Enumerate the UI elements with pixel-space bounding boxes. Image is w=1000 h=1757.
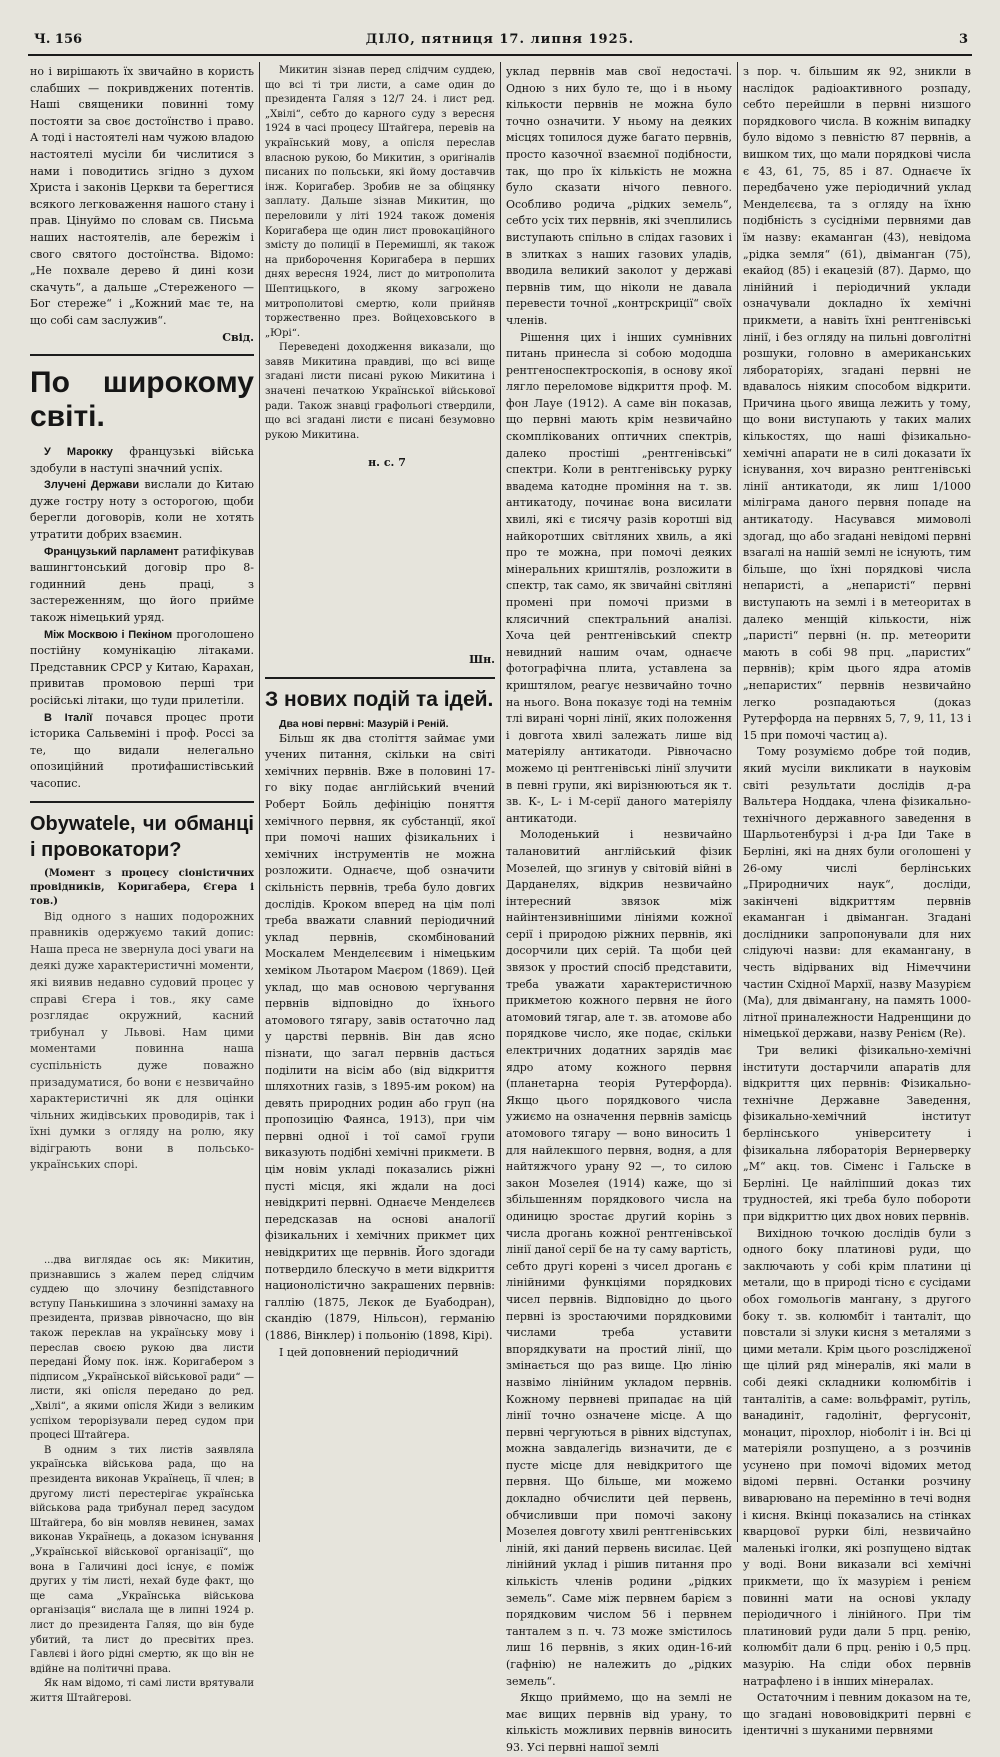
news-item [30, 544, 254, 627]
section-heading: По широкому світі. [30, 366, 254, 434]
article-text: І цей доповнений періодичний [279, 1345, 459, 1359]
article-text: уклад первнів мав свої недостачі. Одною з них було те, що і в ньому кількости первнів не можна було точно означити. У ньому на деяких місцях топилося дуже багато первнів, просто казочної взаємної подібности, так, що про їх кількість не можна було сказати нічого певного. Особливо родича „рідких земель“, себто усіх тих первнів, які зчеплились виступають спільно в слідах газових і в злитках з наших газових уладів, вводила великий заколот у державі первнів тим, що ніколи не давала перевести точної „контрскриції“ своїх членів. [506, 65, 732, 327]
article-text: Якщо приймемо, що на землі не має вищих первнів від урану, то кількість можливих первнів виносить 93. Усі первні нашої землі [506, 1691, 732, 1754]
article-text: Тому розуміємо добре той подив, який мусіли викликати в науковім світі результати дослідів д-ра Вальтера Ноддака, члена фізикально-технічного державного заведення в Шарльотенбурзі і д-ра Іди Таке в Берліні, які на днях були оголошені у 26-ому числі берлінських „Природничих наук“, досліди, закінчені відкриттям первнів екаманган і двіманган. Згадані дослідники запропонували для них слідуючі назви: для екамангану, в честь відірваних від Німеччини частин Східної Мархії, назву Мазурієм (Ма), для двімангану, на память 1000-літної приналежности Надренщини до німецької держави, назву Ренієм (Re). [743, 745, 971, 1041]
article-text: Вихідною точкою дослідів були з одного боку платинові руди, що заключають у собі крім платини ці метали, що в природі тісно є сусідами обох гомольогів мангану, з другого боку т. зв. колюмбіт і танталіт, що повстали зі злуки кисня з металями з цими метали. Крім цього розслідженої ще цілий ряд мінералів, які мали в собі деякі складники колюмбітів і танталітів, а саме: вольфраміт, рутіль, ванадиніт, гадолініт, фергусоніт, монацит, пірохлор, ніоболіт і ін. Всі ці матеріяли розпущено, а з розчинів усунено при помочі відомих метод відомі первні. Останки розчину виварювано на перемінно в течі водня і кисня. Вкінці показались на стінках кварцової рурки білі, незвичайно маленькі іголки, які розпущено відтак у воді. Вони виказали всі хемічні прикмети, що їх мазурієм і ренієм повинні мати на основі укладу періодичного і лінійного. При тім платиновий руди дали 5 прц. ренію, колюмбіт дали 6 прц. ренію і 0,5 прц. мазурію. На сліди обох первнів натрафлено і в інших мінералах. [743, 1226, 971, 1688]
column-3 [506, 64, 732, 1754]
news-lead: У Марокку [44, 446, 113, 459]
article-subheading: (Момент з процесу сіоністичних провідників, Коригабера, Єгера і тов.) [30, 867, 254, 907]
article-heading: Obywatele, чи обманці і провокатори? [30, 812, 254, 861]
article-text: з пор. ч. більшим як 92, зникли в наслідок радіоактивного розпаду, себто перейшли в первні низшого порядкового числа. В кожнім випадку було відомо з певністю 87 первнів, а вишком тих, що мали порядкові числа є 43, 61, 75, 85 і 87. Однаєче їх передбачено уже періодичний уклад Менделєєва, та з огляду на їхню подібність з сусідніми первнями дав їм назву: екаманган (43), невідома „рідка земля“ (61), двіманган (75), екайод (85) і екацезій (87). Дармо, що лінійний і періодичний уклади означували докладно їх хемічні прикмети, а навіть їхні рентгенівські лінії, і без огляду на пильні довголітні розшуки, головно в американських лябораторіях, згадані первні не вдавалось ніяким способом відкрити. Причина цього явища лежить у тому, що вони виступають у таких малих кількостях, що наші фізикально-хемічні апарати не в силі доказати їх існування, хоч виразно рентгенівські лінії антикатоди, як лиш 1/1000 міліграма даного первня попаде на антикатоду. Насувався мимоволі здогад, що або згадані невідомі первні взагалі на нашій землі не існують, тим більше, що їхні порядкові числа непаристі, а „непаристі“ первні виступають на землі і в метеоритах в далеко менщій кількости, ніж „паристі“ первні (н. пр. метеорити мають в собі 98 прц. „паристих“ первнів); крім цього ядра атомів „непаристих“ первнів незвичайно легко розпадаються (доказ Рутерфорда на первнях 5, 7, 9, 11, 13 і 15 при помочі частиц а). [743, 65, 971, 742]
news-text: французькі війська здобули в наступі значний успіх. [30, 445, 254, 475]
divider [30, 801, 254, 803]
column-rule [500, 62, 501, 1542]
article-text: но і вирішають їх звичайно в користь слабших — покривджених потентів. Наші священики повинні тому постояти за своє достоїнство і право. А тоді і настоятелі нам чужою владою настоятелі мусіли би числитися з нами і поводитись згідно з духом Христа і законів Церкви та берегтися всякого легковаження нашого стану і прав. Цінуймо по словам св. Письма наших настоятелів, але бережім і свого святого достоїнства. Відомо: „Не похвале дерево й дині кози скачуть“, а дальше „Стереженого — Бог стереже“ і „Кожний має те, на що собі сам заслужив“. [30, 65, 254, 327]
news-item [30, 627, 254, 710]
news-item [30, 444, 254, 477]
news-text: почався процес проти історика Сальвеміні і проф. Россі за те, що видали нелегально опозиційний протифашистівський часопис. [30, 710, 254, 790]
column-2 [265, 64, 495, 1544]
divider [30, 354, 254, 356]
news-lead: Французький парламент [44, 545, 179, 558]
signature: Свід. [222, 330, 254, 344]
section-heading: З нових подій та ідей. [265, 687, 494, 711]
column-4 [743, 64, 971, 1738]
news-text: вислали до Китаю дуже гостру ноту з осторогою, щоби берегли договорів, коли не хотять утратити добрих взаємин. [30, 478, 254, 542]
masthead [28, 24, 972, 56]
column-1 [30, 64, 254, 1704]
blank-space [30, 1174, 254, 1254]
article-text: Від одного з наших подорожних правників одержуємо такий допис: Наша преса не звернула досі уваги на деякі дуже характеристичні моменти, які виявив недавно судовий процес у справі Єгера і тов., яку саме розглядає окружний, касний трибунал у Львові. Нам цими моментами повинна наша суспільність дуже поважно призадуматися, бо вони є незвичайно характеристичні як для оцінки чільних жидівських проводирів, так і їхні думки з огляду на ролю, яку відіграють вони в польсько-українських спорі. [30, 909, 254, 1172]
article-text: Остаточним і певним доказом на те, що згадані новововідкриті первні є ідентичні з шуканими первнями [743, 1691, 971, 1738]
article-text: Молоденький і незвичайно талановитий англійський фізик Мозелей, що згинув у світовій війні в Дарданелях, відкрив незвичайно інтересний звязок між найінтензивнішими лініями кожної серії і природою ріжних первнів, які досорчили цих серій. Та щоби цей звязок у простий спосіб представити, треба уважати характеристичною прикметою кожного первня не його атомовий тягар, але т. зв. атомове або порядкове число, яке подає, скільки електричних додатних зарядів має ядро атому кожного первня (планетарна теорія Рутерфорда). Якщо цього порядкового числа ужиємо на означення первнів замісць атомового тягару — воно виносить 1 для найлекшого первня, водня, а для найтяжчого урану 92 —, то силою закон Мозелея (1914) каже, що зі збільшенням порядкового числа на одиницю зростає другий корінь з числа дрогань кожної рентгенівської лінії даної серії бе на ту саму вартість, себто другі корені з чисел дрогань є лінійними функціями порядкових чисел первнів. Відповідно до цього первні із зростаючими порядковими числами треба уставити впорядкувати на простий лінії, що змінається що раз вище. Цю лінію назвімо лінійним укладом первнів. Кожному первневі припадає на цій лінії точно означене місце. А що первні чергуються в рівних відступах, можна завдалегідь визначити, де є пусте місце для невідкритого ще первня. Що більше, ми можемо докладно обчислити цей первень, обчисливши при помочі закону Мозелея довготу хвилі рентгенівських ліній, які даний первень висилає. Цей лінійний уклад і рішив питання про кількість членів родини „рідких земель“. Саме між первнем барієм з порядковим числом 56 і первнем танталем з п. ч. 73 може змістилось лиш 16 первнів, з яких один-16-ий (гафнію) не належить до „рідких земель“. [506, 828, 732, 1688]
news-item [30, 710, 254, 793]
blank-space [265, 472, 495, 652]
news-item [30, 477, 254, 543]
page-number-left: Ч. 156 [34, 32, 83, 47]
article-text: ...два виглядає ось як: Микитин, признавшись з жалем перед слідчим суддею що злочину безпідставного вступу Панькишина з злочинні замаху на президента, призвав рівночасно, що він також переклав на українську мову і переслав своєю рукою два листи передані Йому пок. інж. Коригабером з підписом „Української військової ради“ — листи, які опісля передано до ред. „Хвілі“, а якими опісля Жиди з великим успіхом терорізували перед судом при процесі Штайгера. [30, 1255, 254, 1442]
article-text: В одним з тих листів заявляла українська військова рада, що на президента виконав Українець, її член; в другому листі перестерігає українська військова рада трибунал перед засудом Штайгера, бо він мовляв невинен, замах виконав Українець, а доказом існування „Української військової організації“, що вона в Галичині досі існує, є поміж других у тім листі, нехай буде факт, що ще сама „Українська військова організація“ вислала ще в липні 1924 р. лист до президента Галяя, що він буде убитий, та лист до пресвітих през. Гавлєві і його рідні смертю, як що він не вдійне на політичні права. [30, 1444, 254, 1675]
divider [265, 677, 495, 679]
article-text: Микитин зізнав перед слідчим суддею, що всі ті три листи, а саме один до президента Галяя з 12/7 24. і лист ред. „Хвілі“, себто до карного суду з вересня 1924 в часі процесу Штайгера, перевів на український мову, а опісля переслав власною рукою, бо Микитин, з оригіналів писаних по польськи, які йому доставчив інж. Коригабер. Зробив не за обіцянку заплату. Дальше зізнав Микитин, що переловили у літі 1924 також доменія Коригабера ще один лист провокаційного змісту до полиції в Перемишлі, як також на приборочення Коригабера в перших днях вересня 1924, лист до митрополита Шептицького, в якому загрожено митрополитові смертю, коли прийняв торжественно през. Войцеховського в „Юрі“. [265, 65, 495, 339]
column-rule [737, 62, 738, 1542]
article-text: Більш як два століття займає уми учених питання, скільки на світі хемічних первнів. Вже в половині 17-го віку подає англійський вчений Роберт Бойль дефініцію поняття хемічного первня, як субстанції, якої при помочі наших фізикальних і хемічних інструментів не можна розложити. Однаєче, щоб означити скільність первнів, треба було довгих дослідів. Кроком вперед на цім полі треба вважати славний періодичний уклад первнів, скомбінований Москалем Менделєєвим і німецьким хеміком Льотаром Маєром (1869). Цей уклад, що мав основою чергування первнів відповідно до їхнього атомового тягару, завів остаточно лад у царстві первнів. Він дав ясно пізнати, що загал первнів дасться поділити на вісім або (від відкриття шляхотних газів, з 1895-им роком) на девять природних родин або груп (на пропозицію Фаянса, 1913), при чім первні одної і тої самої групи виказують подібні хемічні прикмети. В цім новім укладі показались ріжні пусті місця, які ждали на досі невідкриті первні. Однаєче Менделєєв передсказав на основі аналогії фізикальних і хемічних прикмет цих невідкритих ще первнів. Його здогади потвердило блескучо в мети відкриття национолістично закрашених первнів: галлію (1875, Лєкок де Буабодран), скандію (1879, Нільсон), германію (1886, Вінклер) і польонію (1898, Кірі). [265, 731, 495, 1342]
article-text: Як нам відомо, ті самі листи врятували життя Штайгерові. [30, 1678, 254, 1704]
news-lead: В Італії [44, 711, 93, 724]
news-lead: Між Москвою і Пекіном [44, 628, 173, 641]
news-lead: Злучені Держави [44, 479, 140, 492]
signature: Шн. [469, 653, 495, 667]
news-text: ратифікував вашингтонський договір про 8-годинний день праці, з застереженням, що його прийме також німецький уряд. [30, 544, 254, 625]
article-text: Переведені доходження виказали, що завяв Микитина правдиві, що всі вище згадані листи писані рукою Микитина і значені печаткою Української військової ради. Також знавці графольогі ствердили, що всі згадані листи є писані безумовно рукою Микитина. [265, 342, 495, 441]
article-subheading: Два нові первні: Мазурій і Реній. [279, 717, 449, 730]
article-text: Три великі фізикально-хемічні інститути достарчили апаратів для відкриття цих первнів: Фізикально-технічне Державне Заведення, фізикально-хемічний інститут берлінського університету і фізикальна лябораторія Вернерверку „М“ акц. тов. Сіменс і Гальске в Берліні. Це найліпший доказ тих трудностей, які треба було побороти при відкриттю цих двох нових первнів. [743, 1044, 971, 1223]
page-number-right: 3 [958, 32, 968, 47]
article-text: Рішення цих і інших сумнівних питань принесла зі собою мододша рентгеноспектроскопія, в основу якої лягло переломове відкриття проф. М. фон Лауе (1912). А саме він показав, що первні мають крім незвичайно скомплікованих оптичних спектрів, далеко простіші „рентгенівські“ спектри. Коли в рентгенівську рурку ввадема катодне проміння на т. зв. антикатоду, починає вона висилати хвилі, які є тисячу разів коротші від найкоротших світляних хвиль, а які про те можна, при помочі деяких мінеральних криштялів, розложити в спектр, так само, як звичайні світляні промені при помочі призми в клясичний спектральний аналізі. Хоча цей рентгенівський спектр невидний нашим очам, однаєче фотографічна плита, уставлена за криштялом, реагує незвичайно точно на нього. Вона показує тоді на темнім тлі вирані чорні лінії, яких положення і довгота хвилі залежать лише від матеріялу антикатоди. Рівночасно можемо ці рентгенівські лінії злучити в певні групи, які вирізнюються як т. зв. К-, L- і М-серії даного матеріялу антикатоди. [506, 330, 732, 825]
signature: н. с. 7 [368, 456, 406, 470]
news-text: проголошено постійну комунікацію літаками. Представник СРСР у Китаю, Карахан, привитав промовою перші три російські літаки, що туди прилетіли. [30, 627, 254, 707]
column-rule [259, 62, 260, 1542]
masthead-title: ДІЛО, пятниця 17. липня 1925. [365, 32, 635, 47]
